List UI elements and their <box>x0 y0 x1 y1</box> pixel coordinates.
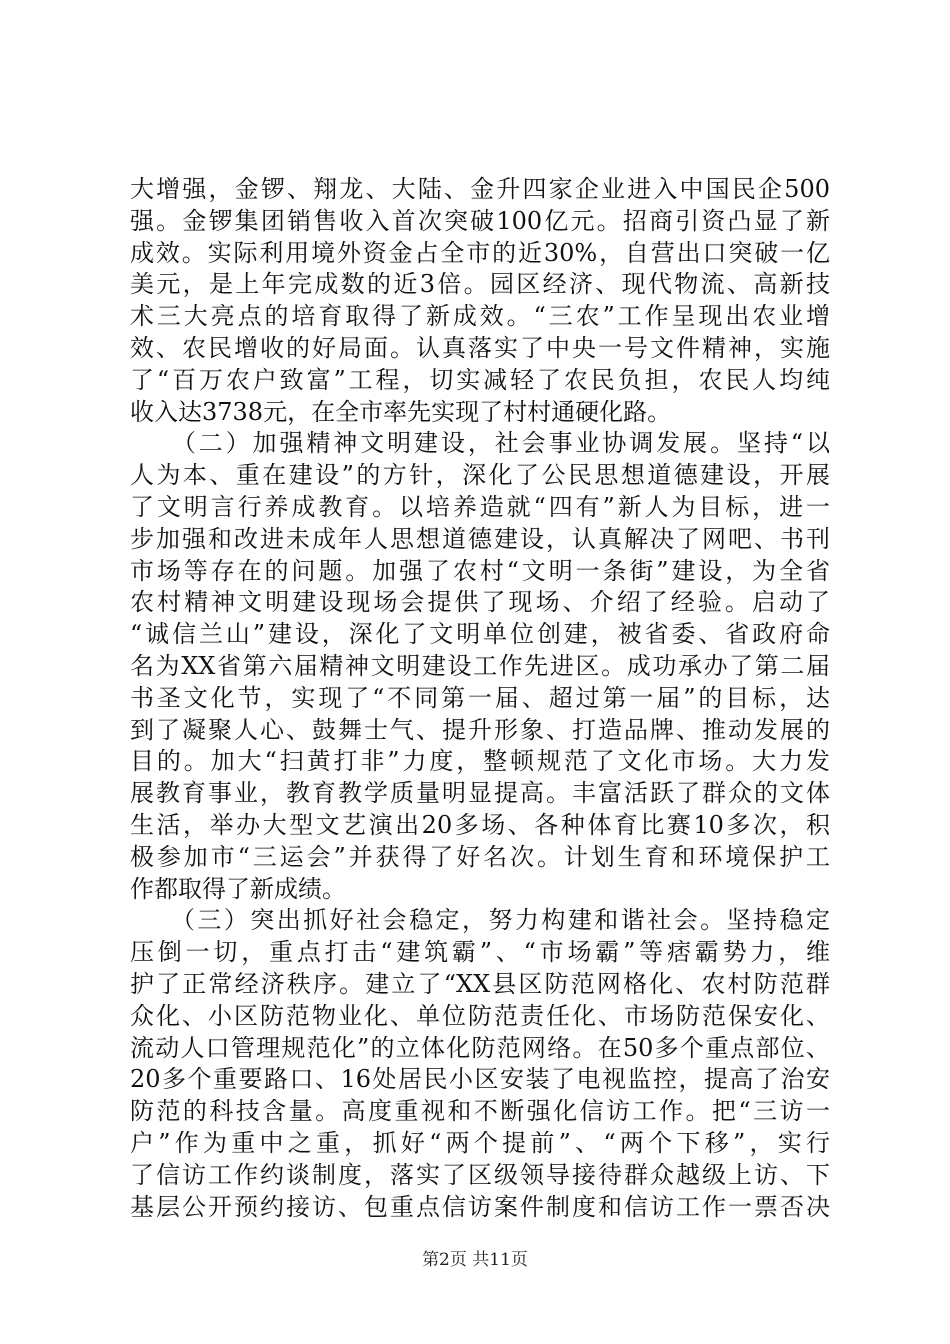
text-line: 美元，是上年完成数的近3倍。园区经济、现代物流、高新技 <box>130 270 830 299</box>
text-line: 众化、小区防范物业化、单位防范责任化、市场防范保安化、 <box>130 1001 830 1030</box>
text-line: 防范的科技含量。高度重视和不断强化信访工作。把“三访一 <box>130 1097 830 1126</box>
text-line: 人为本、重在建设”的方针，深化了公民思想道德建设，开展 <box>130 461 830 490</box>
text-line: 极参加市“三运会”并获得了好名次。计划生育和环境保护工 <box>130 842 830 871</box>
text-line: 成效。实际利用境外资金占全市的近30%，自营出口突破一亿 <box>130 238 830 267</box>
text-line: 步加强和改进未成年人思想道德建设，认真解决了网吧、书刊 <box>130 524 830 553</box>
text-line: 名为XX省第六届精神文明建设工作先进区。成功承办了第二届 <box>130 651 830 680</box>
text-line: 生活，举办大型文艺演出20多场、各种体育比赛10多次，积 <box>130 810 830 839</box>
document-body <box>130 174 830 1223</box>
text-line: “诚信兰山”建设，深化了文明单位创建，被省委、省政府命 <box>130 620 830 649</box>
text-line: 基层公开预约接访、包重点信访案件制度和信访工作一票否决 <box>130 1192 830 1221</box>
text-line: 效、农民增收的好局面。认真落实了中央一号文件精神，实施 <box>130 333 830 362</box>
text-line: 护了正常经济秩序。建立了“XX县区防范网格化、农村防范群 <box>130 969 830 998</box>
text-line: 市场等存在的问题。加强了农村“文明一条街”建设，为全省 <box>130 556 830 585</box>
text-line: 到了凝聚人心、鼓舞士气、提升形象、打造品牌、推动发展的 <box>130 715 830 744</box>
page-number-footer: 第2页 共11页 <box>422 1250 528 1270</box>
text-line: 收入达3738元，在全市率先实现了村村通硬化路。 <box>130 397 672 426</box>
text-line: 强。金锣集团销售收入首次突破100亿元。招商引资凸显了新 <box>130 206 830 235</box>
text-line: 大增强，金锣、翔龙、大陆、金升四家企业进入中国民企500 <box>130 175 830 203</box>
text-line: （三）突出抓好社会稳定，努力构建和谐社会。坚持稳定 <box>130 906 830 935</box>
text-line: 展教育事业，教育教学质量明显提高。丰富活跃了群众的文体 <box>130 779 830 808</box>
text-line: 20多个重要路口、16处居民小区安装了电视监控，提高了治安 <box>130 1065 830 1094</box>
text-line: 了“百万农户致富”工程，切实减轻了农民负担，农民人均纯 <box>130 365 830 394</box>
text-line: 了信访工作约谈制度，落实了区级领导接待群众越级上访、下 <box>130 1160 830 1189</box>
text-line: 了文明言行养成教育。以培养造就“四有”新人为目标，进一 <box>130 492 830 521</box>
text-line: 农村精神文明建设现场会提供了现场、介绍了经验。启动了 <box>130 588 830 617</box>
text-line: 书圣文化节，实现了“不同第一届、超过第一届”的目标，达 <box>130 683 830 712</box>
text-line: 作都取得了新成绩。 <box>130 874 346 903</box>
text-line: 术三大亮点的培育取得了新成效。“三农”工作呈现出农业增 <box>130 302 830 331</box>
text-line: 户”作为重中之重，抓好“两个提前”、“两个下移”，实行 <box>130 1128 830 1157</box>
text-line: 压倒一切，重点打击“建筑霸”、“市场霸”等痞霸势力，维 <box>130 938 830 967</box>
text-line: （二）加强精神文明建设，社会事业协调发展。坚持“以 <box>130 429 830 458</box>
text-line: 流动人口管理规范化”的立体化防范网络。在50多个重点部位、 <box>130 1033 830 1062</box>
text-line: 目的。加大“扫黄打非”力度，整顿规范了文化市场。大力发 <box>130 747 830 776</box>
